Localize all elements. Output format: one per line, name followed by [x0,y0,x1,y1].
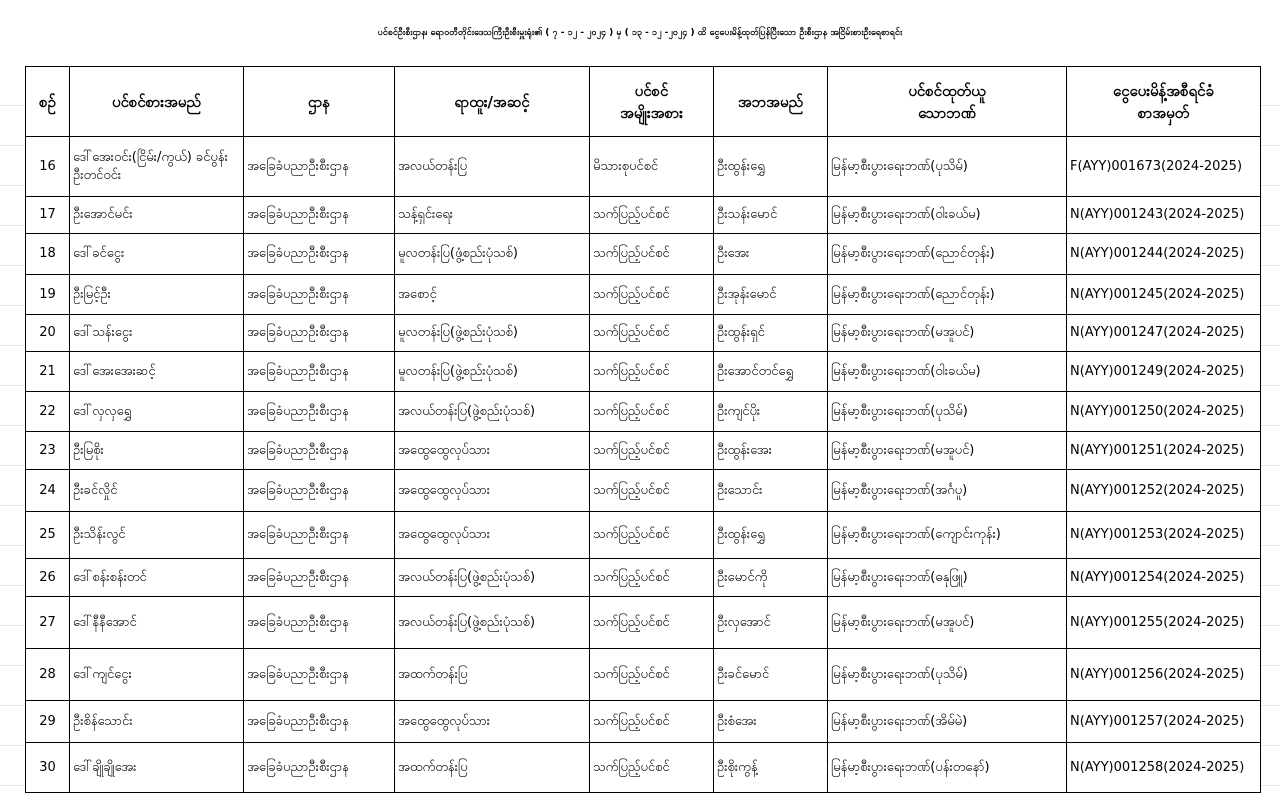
row-number-cell: 24 [26,470,70,512]
pension-type-cell: သက်ပြည့်ပင်စင် [590,743,714,793]
bank-cell: မြန်မာ့စီးပွားရေးဘဏ်(အိမ်မဲ) [828,701,1067,743]
department-cell: အခြေခံပညာဦးစီးဌာန [244,275,395,315]
row-number-cell: 30 [26,743,70,793]
table-row [26,432,1261,470]
bank-cell: မြန်မာ့စီးပွားရေးဘဏ်(ကျောင်းကုန်း) [828,512,1067,559]
father-name-cell: ဦးအုန်းမောင် [714,275,828,315]
header-cell-bank: ပင်စင်ထုတ်ယူ သောဘဏ် [828,67,1067,137]
table-row [26,392,1261,432]
license-number-cell: N(AYY)001252(2024-2025) [1067,470,1261,512]
father-name-cell: ဦးစိုးကွန့် [714,743,828,793]
pension-type-cell: သက်ပြည့်ပင်စင် [590,352,714,392]
table-row [26,197,1261,234]
rank-cell: အလယ်တန်းပြ(ဖွဲ့စည်းပုံသစ်) [395,559,590,597]
rank-cell: အလယ်တန်းပြ(ဖွဲ့စည်းပုံသစ်) [395,597,590,649]
header-row [26,67,1261,137]
license-number-cell: N(AYY)001255(2024-2025) [1067,597,1261,649]
header-cell-pension-type: ပင်စင် အမျိုးအစား [590,67,714,137]
bank-cell: မြန်မာ့စီးပွားရေးဘဏ်(မအူပင်) [828,315,1067,352]
header-cell-department: ဌာန [244,67,395,137]
table-row [26,743,1261,793]
father-name-cell: ဦးလှအောင် [714,597,828,649]
department-cell: အခြေခံပညာဦးစီးဌာန [244,559,395,597]
rank-cell: မူလတန်းပြ(ဖွဲ့စည်းပုံသစ်) [395,352,590,392]
father-name-cell: ဦးမောင်ကို [714,559,828,597]
row-number-cell: 19 [26,275,70,315]
pension-type-cell: သက်ပြည့်ပင်စင် [590,559,714,597]
department-cell: အခြေခံပညာဦးစီးဌာန [244,234,395,275]
father-name-cell: ဦးသောင်း [714,470,828,512]
table-row [26,649,1261,701]
license-number-cell: N(AYY)001244(2024-2025) [1067,234,1261,275]
license-number-cell: F(AYY)001673(2024-2025) [1067,137,1261,197]
department-cell: အခြေခံပညာဦးစီးဌာန [244,470,395,512]
department-cell: အခြေခံပညာဦးစီးဌာန [244,315,395,352]
pension-type-cell: သက်ပြည့်ပင်စင် [590,315,714,352]
row-number-cell: 25 [26,512,70,559]
sheet-gridlines-left [0,66,24,804]
pension-type-cell: သက်ပြည့်ပင်စင် [590,649,714,701]
table-row [26,315,1261,352]
row-number-cell: 20 [26,315,70,352]
department-cell: အခြေခံပညာဦးစီးဌာန [244,512,395,559]
pensioner-name-cell: ဒေါ်လှလှရွှေ [70,392,244,432]
license-number-cell: N(AYY)001254(2024-2025) [1067,559,1261,597]
pensioner-name-cell: ဒေါ်ခင်ငွေး [70,234,244,275]
bank-cell: မြန်မာ့စီးပွားရေးဘဏ်(ပုသိမ်) [828,649,1067,701]
pensioner-name-cell: ဒေါ်ကျင်ငွေး [70,649,244,701]
pensioner-name-cell: ဒေါ်သန်းငွေး [70,315,244,352]
table-row [26,701,1261,743]
table-row [26,352,1261,392]
department-cell: အခြေခံပညာဦးစီးဌာန [244,352,395,392]
header-cell-father-name: အဘအမည် [714,67,828,137]
bank-cell: မြန်မာ့စီးပွားရေးဘဏ်(ဝါးခယ်မ) [828,197,1067,234]
pensioner-name-cell: ဒေါ်နီနီအောင် [70,597,244,649]
license-number-cell: N(AYY)001258(2024-2025) [1067,743,1261,793]
rank-cell: အထွေထွေလုပ်သား [395,512,590,559]
department-cell: အခြေခံပညာဦးစီးဌာန [244,597,395,649]
rank-cell: မူလတန်းပြ(ဖွံ့စည်းပုံသစ်) [395,234,590,275]
pensioner-name-cell: ဒေါ်ချိုချိုအေး [70,743,244,793]
father-name-cell: ဦးထွန်းရှင် [714,315,828,352]
father-name-cell: ဦးအောင်တင်ရွှေ [714,352,828,392]
sheet-gridlines-right [1260,66,1280,804]
pension-register-table [25,66,1261,793]
father-name-cell: ဦးအေး [714,234,828,275]
department-cell: အခြေခံပညာဦးစီးဌာန [244,392,395,432]
pension-type-cell: သက်ပြည့်ပင်စင် [590,597,714,649]
header-cell-no: စဉ် [26,67,70,137]
table-row [26,137,1261,197]
rank-cell: အထွေထွေလုပ်သား [395,470,590,512]
pensioner-name-cell: ဒေါ်အေးဝင်း(ငြိမ်း/ကွယ်) ခင်ပွန်း ဦးတင်ဝင်း [70,137,244,197]
rank-cell: အလယ်တန်းပြ(ဖွဲ့စည်းပုံသစ်) [395,392,590,432]
header-cell-license-number: ငွေပေးမိန့်အစီရင်ခံ စာအမှတ် [1067,67,1261,137]
rank-cell: သန့်ရှင်းရေး [395,197,590,234]
rank-cell: မူလတန်းပြ(ဖွဲ့စည်းပုံသစ်) [395,315,590,352]
department-cell: အခြေခံပညာဦးစီးဌာန [244,137,395,197]
pension-type-cell: သက်ပြည့်ပင်စင် [590,275,714,315]
license-number-cell: N(AYY)001243(2024-2025) [1067,197,1261,234]
pension-type-cell: သက်ပြည့်ပင်စင် [590,392,714,432]
pensioner-name-cell: ဦးမြင့်ဦး [70,275,244,315]
row-number-cell: 17 [26,197,70,234]
father-name-cell: ဦးသန်းမောင် [714,197,828,234]
pensioner-name-cell: ဒေါ်စန်းစန်းတင် [70,559,244,597]
table-row [26,559,1261,597]
row-number-cell: 28 [26,649,70,701]
father-name-cell: ဦးထွန်းရွှေ [714,512,828,559]
header-cell-rank: ရာထူး/အဆင့် [395,67,590,137]
bank-cell: မြန်မာ့စီးပွားရေးဘဏ်(မအူပင်) [828,597,1067,649]
father-name-cell: ဦးခင်မောင် [714,649,828,701]
row-number-cell: 27 [26,597,70,649]
rank-cell: အထွေထွေလုပ်သား [395,701,590,743]
bank-cell: မြန်မာ့စီးပွားရေးဘဏ်(ပန်းတနော်) [828,743,1067,793]
license-number-cell: N(AYY)001247(2024-2025) [1067,315,1261,352]
bank-cell: မြန်မာ့စီးပွားရေးဘဏ်(ဝါးခယ်မ) [828,352,1067,392]
row-number-cell: 26 [26,559,70,597]
rank-cell: အစောင့် [395,275,590,315]
rank-cell: အထက်တန်းပြ [395,649,590,701]
pension-type-cell: သက်ပြည့်ပင်စင် [590,197,714,234]
pension-type-cell: သက်ပြည့်ပင်စင် [590,701,714,743]
bank-cell: မြန်မာ့စီးပွားရေးဘဏ်(မအူပင်) [828,432,1067,470]
pension-type-cell: သက်ပြည့်ပင်စင် [590,432,714,470]
license-number-cell: N(AYY)001251(2024-2025) [1067,432,1261,470]
rank-cell: အလယ်တန်းပြ [395,137,590,197]
pensioner-name-cell: ဦးစိန်သောင်း [70,701,244,743]
pension-type-cell: သက်ပြည့်ပင်စင် [590,470,714,512]
department-cell: အခြေခံပညာဦးစီးဌာန [244,197,395,234]
rank-cell: အထက်တန်းပြ [395,743,590,793]
pension-type-cell: သက်ပြည့်ပင်စင် [590,512,714,559]
pensioner-name-cell: ဦးမြစိုး [70,432,244,470]
father-name-cell: ဦးစံအေး [714,701,828,743]
row-number-cell: 23 [26,432,70,470]
pension-type-cell: မိသားစုပင်စင် [590,137,714,197]
father-name-cell: ဦးကျင်ပိုး [714,392,828,432]
license-number-cell: N(AYY)001249(2024-2025) [1067,352,1261,392]
license-number-cell: N(AYY)001257(2024-2025) [1067,701,1261,743]
document-title: ပင်စင်ဦးစီးဌာန၊ ရောဝတီတိုင်းဒေသကြီးဦးစီးမှူးရုံး၏ ( ၇ - ၁၂ - ၂၀၂၄ ) မှ ( ၁၃ - ၁၂ -၂၀၂၄ ) ထိ ငွေပေးမိန့်ထုတ်ပြန်ပြီးသော ဦးစီးဌာန အငြိမ်းစားဦးရေစာရင်း [377,27,903,38]
pensioner-name-cell: ဦးသိန်းလွင် [70,512,244,559]
pensioner-name-cell: ဦးခင်လှိုင် [70,470,244,512]
row-number-cell: 18 [26,234,70,275]
pension-type-cell: သက်ပြည့်ပင်စင် [590,234,714,275]
pensioner-name-cell: ဒေါ်အေးအေးဆင့် [70,352,244,392]
father-name-cell: ဦးထွန်းရွှေ [714,137,828,197]
row-number-cell: 29 [26,701,70,743]
row-number-cell: 22 [26,392,70,432]
bank-cell: မြန်မာ့စီးပွားရေးဘဏ်(ပုသိမ်) [828,137,1067,197]
pensioner-name-cell: ဦးအောင်မင်း [70,197,244,234]
row-number-cell: 21 [26,352,70,392]
header-cell-pensioner-name: ပင်စင်စားအမည် [70,67,244,137]
bank-cell: မြန်မာ့စီးပွားရေးဘဏ်(ညောင်တုန်း) [828,275,1067,315]
father-name-cell: ဦးထွန်းအေး [714,432,828,470]
department-cell: အခြေခံပညာဦးစီးဌာန [244,743,395,793]
row-number-cell: 16 [26,137,70,197]
bank-cell: မြန်မာ့စီးပွားရေးဘဏ်(ညောင်တုန်း) [828,234,1067,275]
table-row [26,234,1261,275]
department-cell: အခြေခံပညာဦးစီးဌာန [244,432,395,470]
table-row [26,275,1261,315]
license-number-cell: N(AYY)001253(2024-2025) [1067,512,1261,559]
license-number-cell: N(AYY)001250(2024-2025) [1067,392,1261,432]
table-row [26,512,1261,559]
rank-cell: အထွေထွေလုပ်သား [395,432,590,470]
department-cell: အခြေခံပညာဦးစီးဌာန [244,649,395,701]
department-cell: အခြေခံပညာဦးစီးဌာန [244,701,395,743]
license-number-cell: N(AYY)001245(2024-2025) [1067,275,1261,315]
license-number-cell: N(AYY)001256(2024-2025) [1067,649,1261,701]
table-row [26,597,1261,649]
bank-cell: မြန်မာ့စီးပွားရေးဘဏ်(ဓနုဖြူ) [828,559,1067,597]
bank-cell: မြန်မာ့စီးပွားရေးဘဏ်(အင်္ဂပူ) [828,470,1067,512]
bank-cell: မြန်မာ့စီးပွားရေးဘဏ်(ပုသိမ်) [828,392,1067,432]
table-row [26,470,1261,512]
